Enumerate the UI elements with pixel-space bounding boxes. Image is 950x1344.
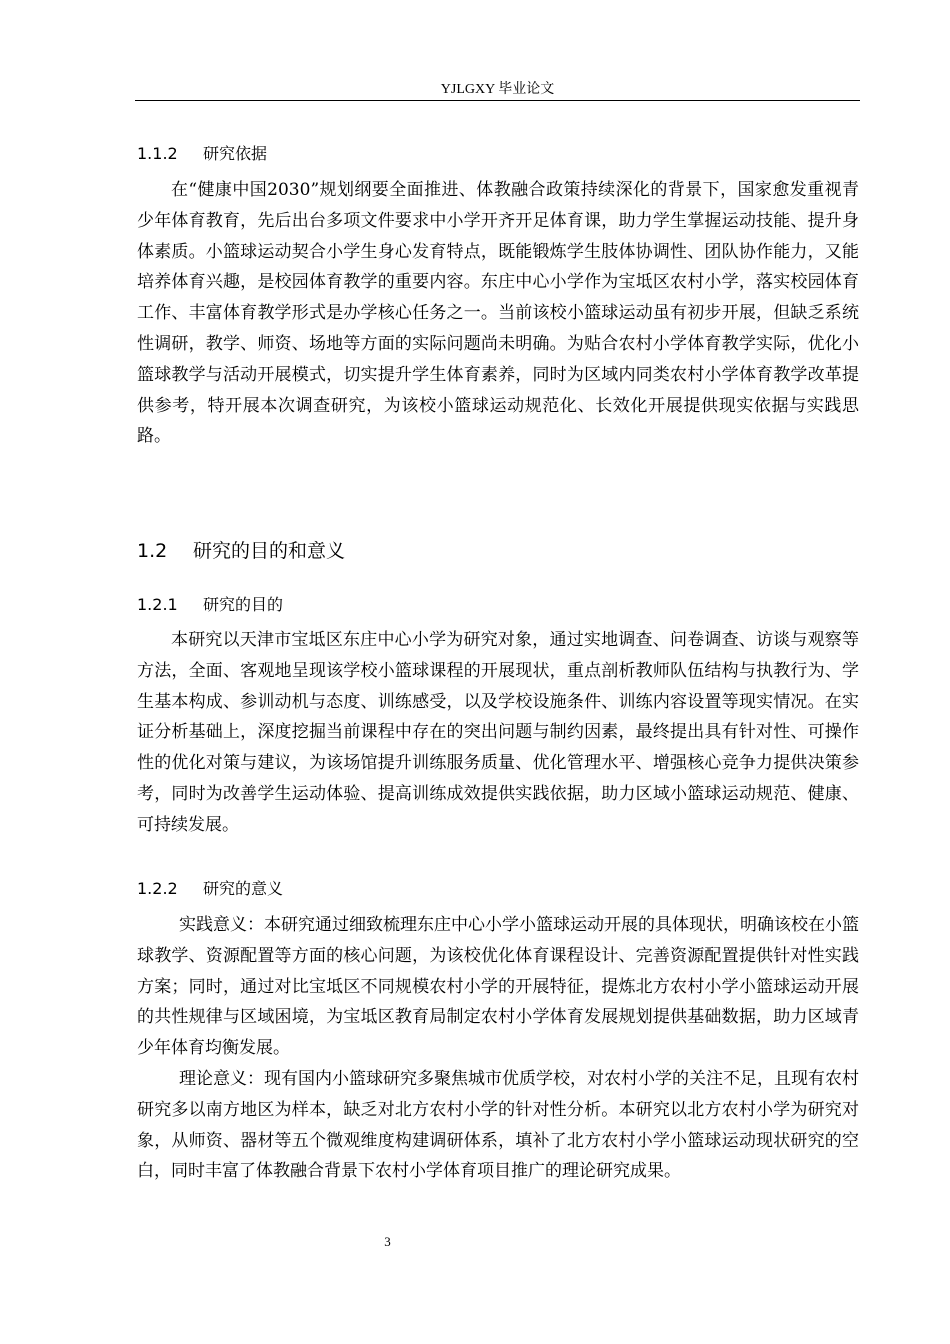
heading-number: 1.2 xyxy=(137,540,168,562)
paragraph-research-purpose: 本研究以天津市宝坻区东庄中心小学为研究对象，通过实地调查、问卷调查、访谈与观察等方法，全面、客观地呈现该学校小篮球课程的开展现状，重点剖析教师队伍结构与执教行为、学生基本构成、参训动机与态度、训练感受，以及学校设施条件、训练内容设置等现实情况。在实证分析基础上，深度挖掘当前课程中存在的突出问题与制约因素，最终提出具有针对性、可操作性的优化对策与建议，为该场馆提升训练服务质量、优化管理水平、增强核心竞争力提供决策参考，同时为改善学生运动体验、提高训练成效提供实践依据，助力区域小篮球运动规范、健康、可持续发展。 xyxy=(137,630,859,835)
heading-title: 研究依据 xyxy=(203,144,268,163)
heading-number: 1.2.1 xyxy=(137,595,178,614)
page-number: 3 xyxy=(384,1234,391,1249)
heading-1-2 xyxy=(137,536,345,563)
heading-title: 研究的意义 xyxy=(203,879,284,898)
heading-1-1-2 xyxy=(137,141,267,164)
heading-number: 1.2.2 xyxy=(137,879,178,898)
running-header: YJLGXY 毕业论文 xyxy=(440,82,555,97)
header-rule xyxy=(135,100,860,101)
paragraph-practical-significance: 实践意义：本研究通过细致梳理东庄中心小学小篮球运动开展的具体现状，明确该校在小篮球教学、资源配置等方面的核心问题，为该校优化体育课程设计、完善资源配置提供针对性实践方案；同时，通过对比宝坻区不同规模农村小学的开展特征，提炼北方农村小学小篮球运动开展的共性规律与区域困境，为宝坻区教育局制定农村小学体育发展规划提供基础数据，助力区域青少年体育均衡发展。 xyxy=(137,915,859,1059)
heading-title: 研究的目的 xyxy=(203,595,284,614)
heading-title: 研究的目的和意义 xyxy=(193,540,346,562)
paragraph-theoretical-significance: 理论意义：现有国内小篮球研究多聚焦城市优质学校，对农村小学的关注不足，且现有农村研究多以南方地区为样本，缺乏对北方农村小学的针对性分析。本研究以北方农村小学为研究对象，从师资、器材等五个微观维度构建调研体系，填补了北方农村小学小篮球运动现状研究的空白，同时丰富了体教融合背景下农村小学体育项目推广的理论研究成果。 xyxy=(137,1069,859,1182)
heading-number: 1.1.2 xyxy=(137,144,178,163)
paragraph-research-basis: 在“健康中国2030”规划纲要全面推进、体教融合政策持续深化的背景下，国家愈发重视青少年体育教育，先后出台多项文件要求中小学开齐开足体育课，助力学生掌握运动技能、提升身体素质。小篮球运动契合小学生身心发育特点，既能锻炼学生肢体协调性、团队协作能力，又能培养体育兴趣，是校园体育教学的重要内容。东庄中心小学作为宝坻区农村小学，落实校园体育工作、丰富体育教学形式是办学核心任务之一。当前该校小篮球运动虽有初步开展，但缺乏系统性调研，教学、师资、场地等方面的实际问题尚未明确。为贴合农村小学体育教学实际，优化小篮球教学与活动开展模式，切实提升学生体育素养，同时为区域内同类农村小学体育教学改革提供参考，特开展本次调查研究，为该校小篮球运动规范化、长效化开展提供现实依据与实践思路。 xyxy=(137,180,859,447)
heading-1-2-1 xyxy=(137,592,283,615)
heading-1-2-2 xyxy=(137,876,283,899)
